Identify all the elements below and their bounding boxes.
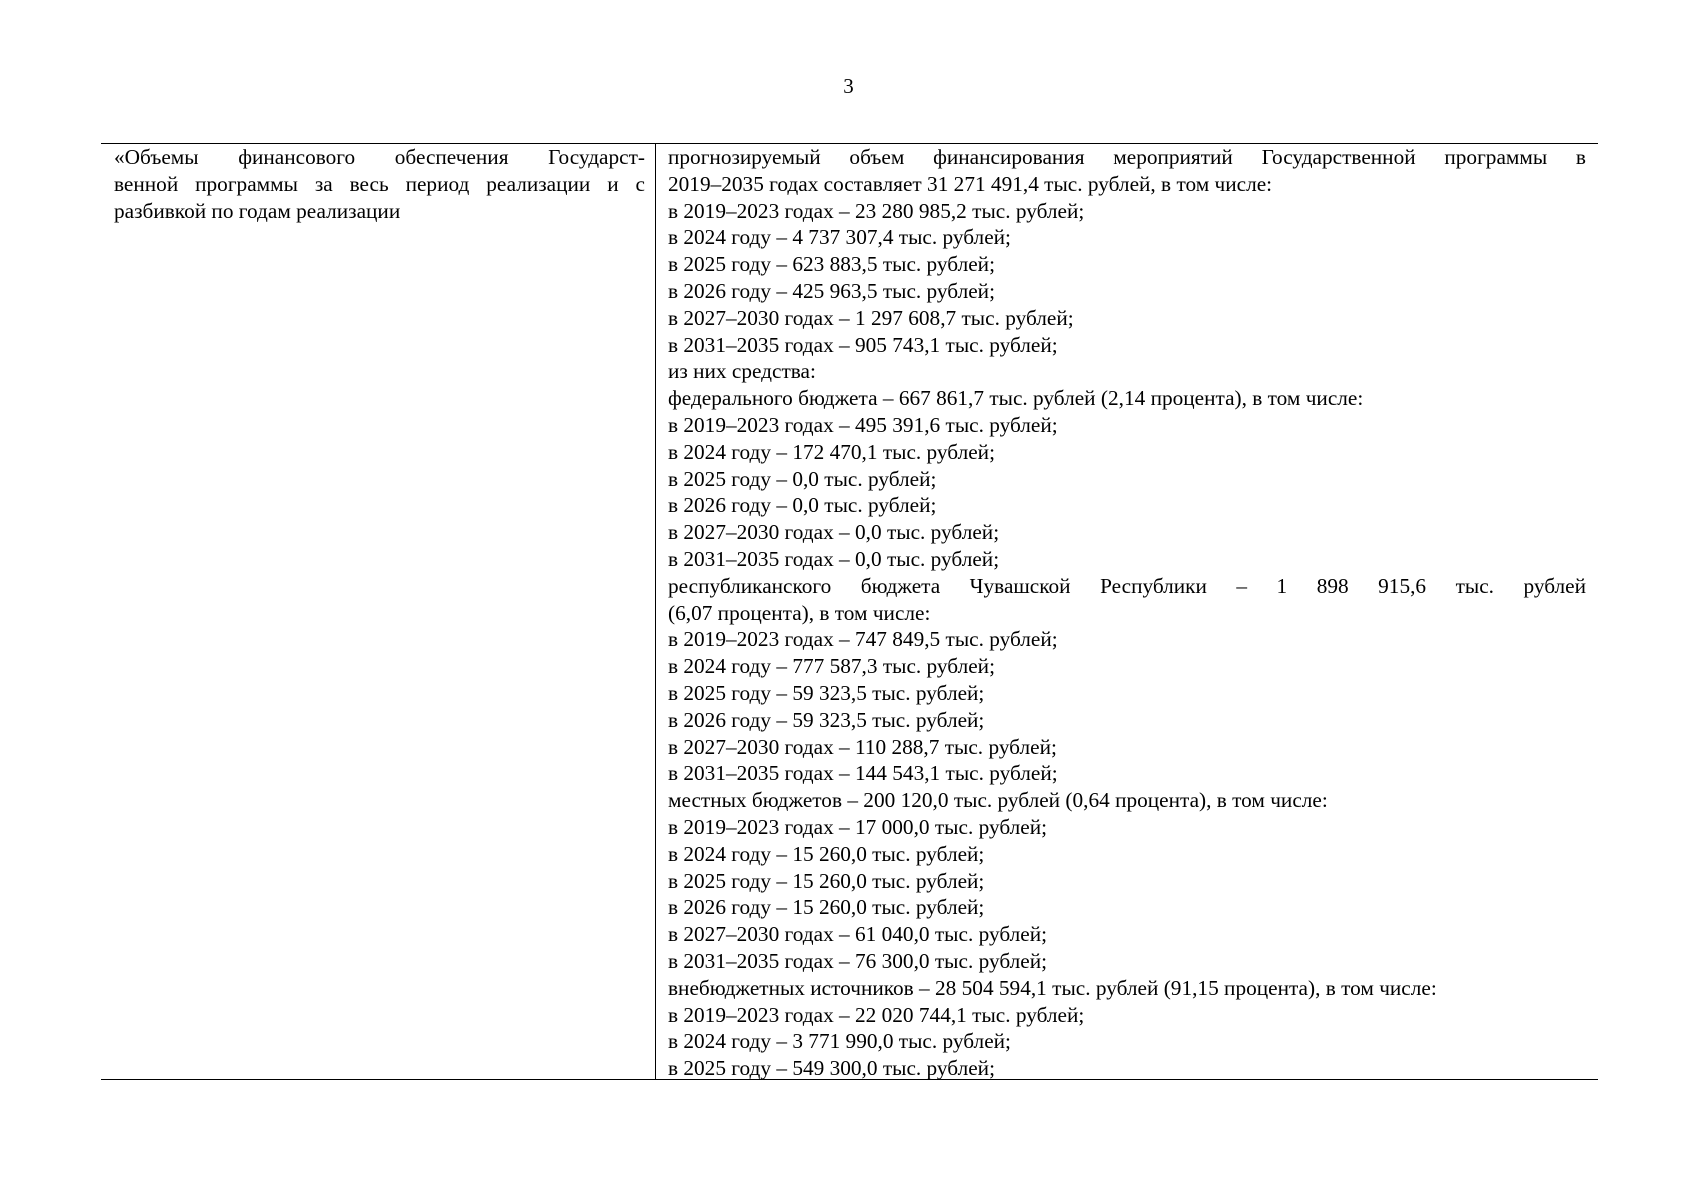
content-line: в 2025 году – 59 323,5 тыс. рублей;: [668, 680, 985, 705]
table-cell-heading: [101, 144, 656, 1079]
content-line: в 2031–2035 годах – 0,0 тыс. рублей;: [668, 546, 1000, 571]
content-line: в 2019–2023 годах – 22 020 744,1 тыс. рублей;: [668, 1002, 1085, 1027]
content-line: в 2026 году – 59 323,5 тыс. рублей;: [668, 707, 985, 732]
content-line: в 2025 году – 549 300,0 тыс. рублей;: [668, 1056, 995, 1081]
content-line: (6,07 процента), в том числе:: [668, 600, 931, 625]
content-line: в 2024 году – 4 737 307,4 тыс. рублей;: [668, 225, 1011, 250]
content-line: в 2025 году – 15 260,0 тыс. рублей;: [668, 868, 985, 893]
content-line: в 2026 году – 425 963,5 тыс. рублей;: [668, 278, 995, 303]
content-line: в 2025 году – 623 883,5 тыс. рублей;: [668, 252, 995, 277]
content-line: в 2027–2030 годах – 110 288,7 тыс. рублей;: [668, 734, 1057, 759]
heading-line: разбивкой по годам реализации: [114, 198, 401, 223]
content-line: в 2019–2023 годах – 747 849,5 тыс. рублей;: [668, 627, 1058, 652]
table-cell-content: [656, 144, 1598, 1079]
content-line: в 2031–2035 годах – 76 300,0 тыс. рублей;: [668, 948, 1048, 973]
content-line: республиканского бюджета Чувашской Республики – 1 898 915,6 тыс. рублей: [668, 573, 1586, 598]
content-line: в 2027–2030 годах – 0,0 тыс. рублей;: [668, 520, 1000, 545]
heading-line: венной программы за весь период реализации и с: [114, 171, 645, 196]
content-line: в 2025 году – 0,0 тыс. рублей;: [668, 466, 937, 491]
content-line: в 2024 году – 172 470,1 тыс. рублей;: [668, 439, 995, 464]
content-line: 2019–2035 годах составляет 31 271 491,4 тыс. рублей, в том числе:: [668, 171, 1273, 196]
content-line: в 2026 году – 15 260,0 тыс. рублей;: [668, 895, 985, 920]
page-number: 3: [843, 74, 854, 98]
content-line: в 2027–2030 годах – 61 040,0 тыс. рублей;: [668, 922, 1048, 947]
content-line: в 2024 году – 3 771 990,0 тыс. рублей;: [668, 1029, 1011, 1054]
passport-table: [101, 143, 1598, 1080]
content-line: в 2027–2030 годах – 1 297 608,7 тыс. рублей;: [668, 305, 1074, 330]
content-line: в 2031–2035 годах – 905 743,1 тыс. рублей;: [668, 332, 1058, 357]
content-line: местных бюджетов – 200 120,0 тыс. рублей (0,64 процента), в том числе:: [668, 788, 1328, 813]
heading-line: «Объемы финансового обеспечения Государст-: [114, 145, 645, 169]
content-line: прогнозируемый объем финансирования мероприятий Государственной программы в: [668, 145, 1586, 169]
content-line: федерального бюджета – 667 861,7 тыс. рублей (2,14 процента), в том числе:: [668, 386, 1364, 411]
content-line: в 2024 году – 15 260,0 тыс. рублей;: [668, 841, 985, 866]
content-line: в 2031–2035 годах – 144 543,1 тыс. рублей;: [668, 761, 1058, 786]
content-line: в 2026 году – 0,0 тыс. рублей;: [668, 493, 937, 518]
content-line: в 2024 году – 777 587,3 тыс. рублей;: [668, 654, 995, 679]
content-line: в 2019–2023 годах – 17 000,0 тыс. рублей;: [668, 814, 1048, 839]
content-line: из них средства:: [668, 359, 816, 384]
content-line: внебюджетных источников – 28 504 594,1 тыс. рублей (91,15 процента), в том числе:: [668, 975, 1437, 1000]
content-line: в 2019–2023 годах – 23 280 985,2 тыс. рублей;: [668, 198, 1085, 223]
content-line: в 2019–2023 годах – 495 391,6 тыс. рублей;: [668, 412, 1058, 437]
